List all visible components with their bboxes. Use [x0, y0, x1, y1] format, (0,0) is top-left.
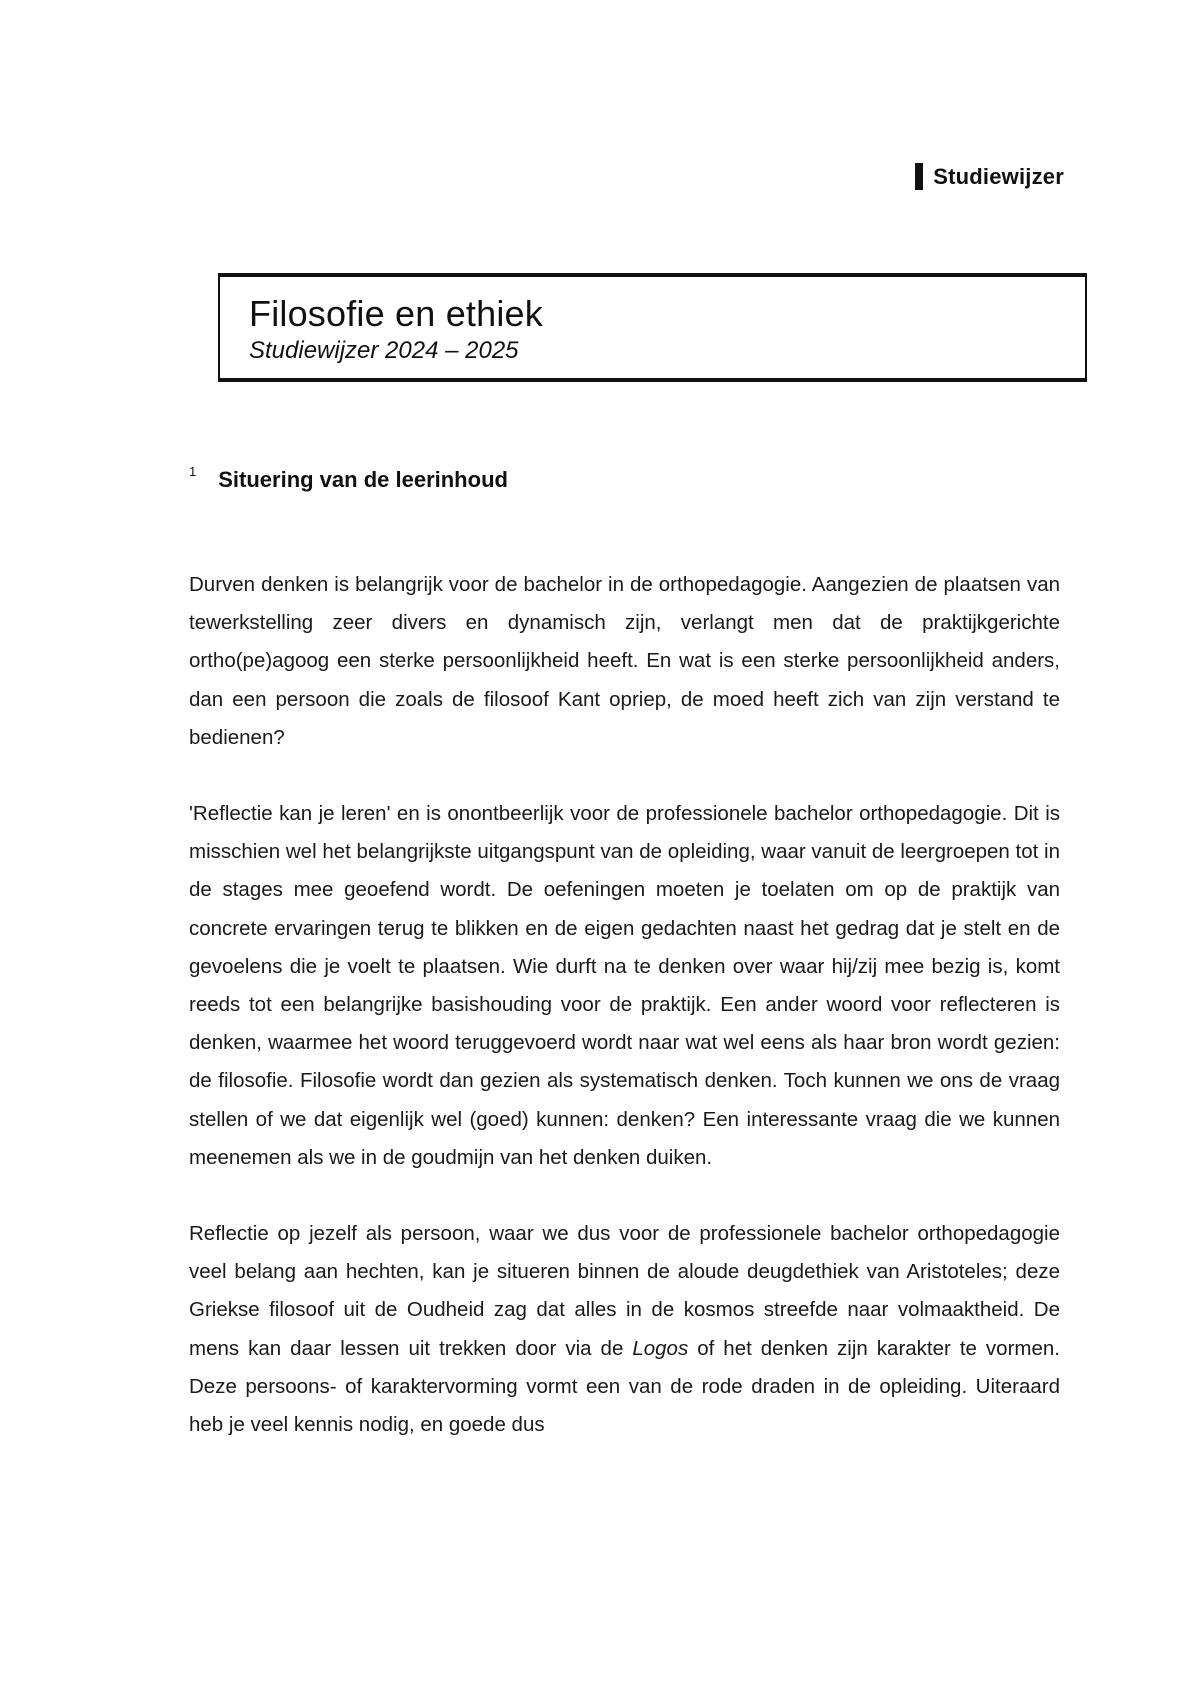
- section-number: 1: [189, 464, 197, 479]
- paragraph: [189, 1215, 1060, 1444]
- paragraph: 'Reflectie kan je leren' en is onontbeerlijk voor de professionele bachelor orthopedagogie. Dit is misschien wel het belangrijkste uitgangspunt van de opleiding, waar vanuit de leergroepen tot in de stages mee geoefend wordt. De oefeningen moeten je toelaten om op de praktijk van concrete ervaringen terug te blikken en de eigen gedachten naast het gedrag dat je stelt en de gevoelens die je voelt te plaatsen. Wie durft na te denken over waar hij/zij mee bezig is, komt reeds tot een belangrijke basishouding voor de praktijk. Een ander woord voor reflecteren is denken, waarmee het woord teruggevoerd wordt naar wat wel eens als haar bron wordt gezien: de filosofie. Filosofie wordt dan gezien als systematisch denken. Toch kunnen we ons de vraag stellen of we dat eigenlijk wel (goed) kunnen: denken? Een interessante vraag die we kunnen meenemen als we in de goudmijn van het denken duiken.: [189, 802, 1060, 1169]
- header-tag-label: Studiewijzer: [933, 163, 1064, 189]
- document-title: Filosofie en ethiek: [249, 293, 543, 334]
- section-heading: [189, 464, 508, 495]
- emphasis-logos: Logos: [632, 1336, 689, 1360]
- paragraph: Durven denken is belangrijk voor de bachelor in de orthopedagogie. Aangezien de plaatsen van tewerkstelling zeer divers en dynamisch zijn, verlangt men dat de praktijkgerichte ortho(pe)agoog een sterke persoonlijkheid heeft. En wat is een sterke persoonlijkheid anders, dan een persoon die zoals de filosoof Kant opriep, de moed heeft zich van zijn verstand te bedienen?: [189, 573, 1060, 749]
- header-bar-marker: [915, 163, 923, 190]
- document-header-tag: [915, 163, 1064, 190]
- title-box: [218, 273, 1087, 382]
- paragraph-text: Reflectie op jezelf als persoon, waar we dus voor de professionele bachelor orthopedagogie veel belang aan hechten, kan je situeren binnen de aloude deugdethiek van Aristoteles; deze Griekse filosoof uit de Oudheid zag dat alles in de kosmos streefde naar volmaaktheid. De mens kan daar lessen uit trekken door via de: [189, 1222, 1060, 1360]
- section-title: Situering van de leerinhoud: [218, 467, 508, 492]
- body-text: [189, 566, 1060, 1444]
- document-subtitle: Studiewijzer 2024 – 2025: [249, 336, 519, 364]
- paragraph-text: of het denken zijn karakter te vormen. Deze persoons- of karaktervorming vormt een van de rode draden in de opleiding. Uiteraard heb je veel kennis nodig, en goede dus: [189, 1336, 1060, 1437]
